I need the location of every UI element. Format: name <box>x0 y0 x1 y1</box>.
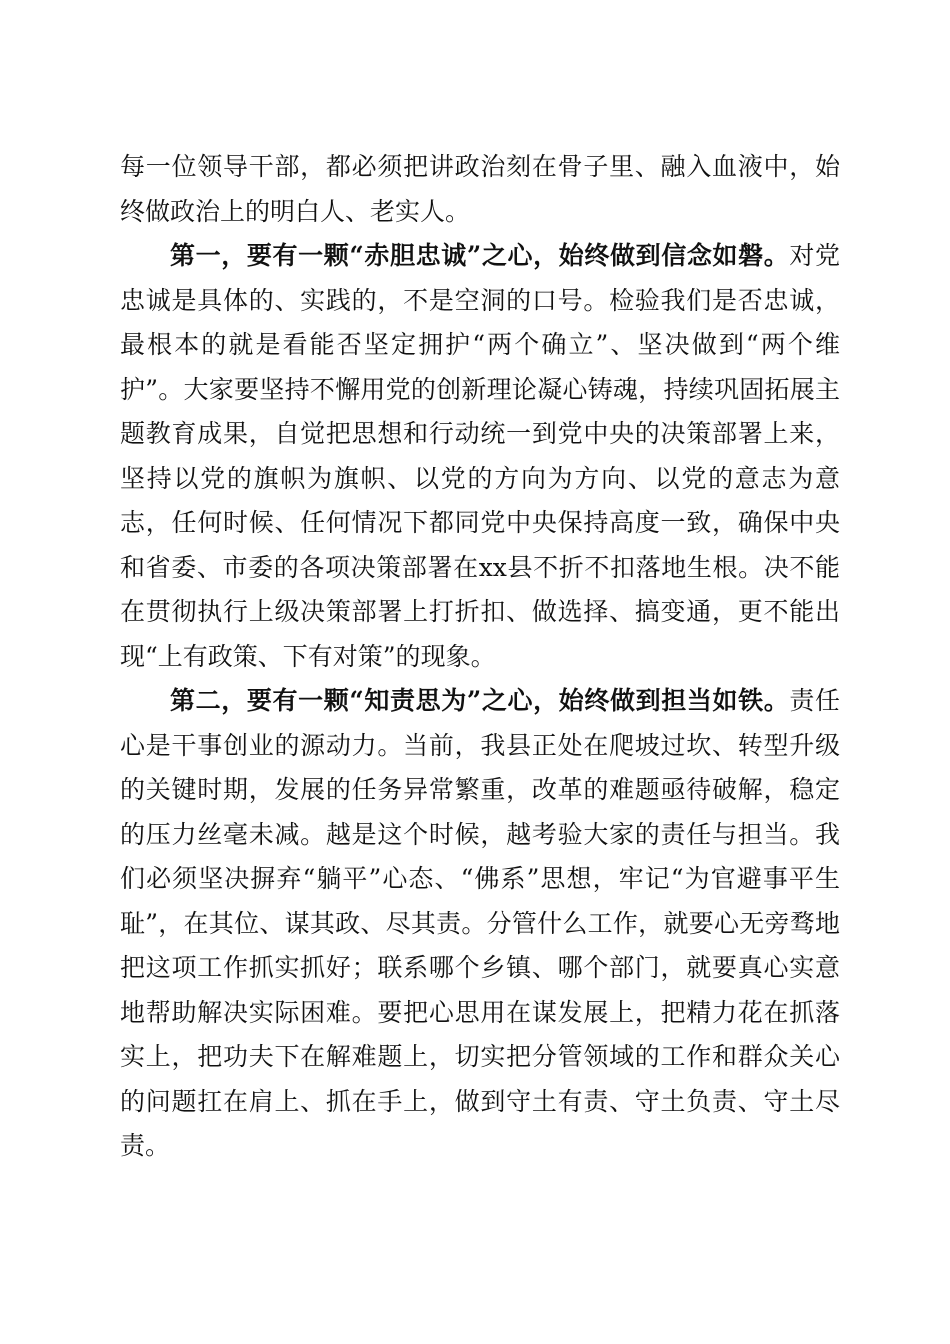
paragraph-second-point-heading: 第二，要有一颗“知责思为”之心，始终做到担当如铁。 <box>170 686 790 715</box>
paragraph-first-point-text: 对党忠诚是具体的、实践的，不是空洞的口号。检验我们是否忠诚，最根本的就是看能否坚定拥护“两个确立”、坚决做到“两个维护”。大家要坚持不懈用党的创新理论凝心铸魂，持续巩固拓展主题教育成果，自觉把思想和行动统一到党中央的决策部署上来，坚持以党的旗帜为旗帜、以党的方向为方向、以党的意志为意志，任何时候、任何情况下都同党中央保持高度一致，确保中央和省委、市委的各项决策部署在xx县不折不扣落地生根。决不能在贯彻执行上级决策部署上打折扣、做选择、搞变通，更不能出现“上有政策、下有对策”的现象。 <box>120 241 840 671</box>
paragraph-second-point <box>120 679 840 1169</box>
paragraph-second-point-text: 责任心是干事创业的源动力。当前，我县正处在爬坡过坎、转型升级的关键时期，发展的任务异常繁重，改革的难题亟待破解，稳定的压力丝毫未减。越是这个时候，越考验大家的责任与担当。我们必须坚决摒弃“躺平”心态、“佛系”思想，牢记“为官避事平生耻”，在其位、谋其政、尽其责。分管什么工作，就要心无旁骛地把这项工作抓实抓好；联系哪个乡镇、哪个部门，就要真心实意地帮助解决实际困难。要把心思用在谋发展上，把精力花在抓落实上，把功夫下在解难题上，切实把分管领域的工作和群众关心的问题扛在肩上、抓在手上，做到守土有责、守土负责、守土尽责。 <box>120 686 840 1160</box>
paragraph-intro-text: 每一位领导干部，都必须把讲政治刻在骨子里、融入血液中，始终做政治上的明白人、老实人。 <box>120 152 840 226</box>
paragraph-intro <box>120 145 840 234</box>
paragraph-first-point <box>120 234 840 679</box>
document-body <box>120 145 840 1169</box>
paragraph-first-point-heading: 第一，要有一颗“赤胆忠诚”之心，始终做到信念如磐。 <box>170 241 790 270</box>
